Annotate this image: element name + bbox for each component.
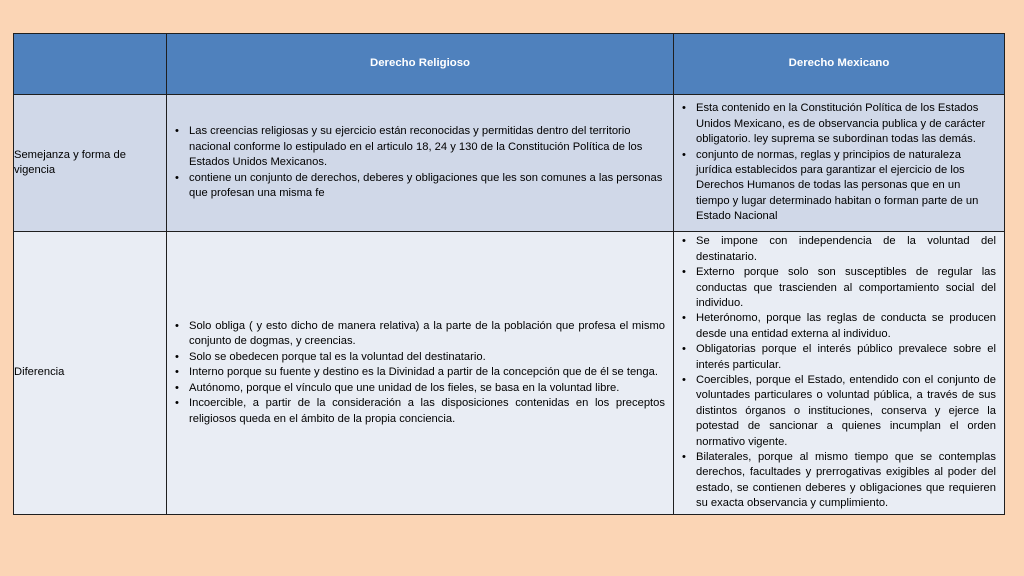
cell-diferencia-religioso <box>167 232 674 515</box>
header-derecho-mexicano: Derecho Mexicano <box>674 34 1005 95</box>
list-item: • conjunto de normas, reglas y principios de naturaleza jurídica establecidos para garantizar el ejercicio de los Derechos Humanos de todas las personas que en un tiempo y lugar determinado habitan o forman parte de un Estado Nacional <box>696 148 996 225</box>
list-item: • Solo se obedecen porque tal es la voluntad del destinatario. <box>189 350 665 365</box>
list-item: • Solo obliga ( y esto dicho de manera relativa) a la parte de la población que profesa el mismo conjunto de dogmas, y creencias. <box>189 319 665 350</box>
list-item: • Interno porque su fuente y destino es la Divinidad a partir de la concepción que de él se tenga. <box>189 365 665 380</box>
list-item: • Coercibles, porque el Estado, entendido con el conjunto de voluntades particulares o voluntad pública, a través de sus distintos órganos o instituciones, conserva y ejerce la potestad de sancionar a quienes incumplan el orden normativo vigente. <box>696 373 996 450</box>
list-item: • Bilaterales, porque al mismo tiempo que se contemplas derechos, facultades y prerrogativas exigibles al poder del estado, se contienen deberes y obligaciones que requieren su exacta observancia y cumplimiento. <box>696 450 996 512</box>
list-item: • Se impone con independencia de la voluntad del destinatario. <box>696 234 996 265</box>
list-item: • Heterónomo, porque las reglas de conducta se producen desde una entidad externa al individuo. <box>696 311 996 342</box>
header-corner <box>14 34 167 95</box>
list-item: • Externo porque solo son susceptibles de regular las conductas que trascienden al comportamiento social del individuo. <box>696 265 996 311</box>
bullet-list <box>674 101 1004 224</box>
header-row <box>14 34 1005 95</box>
cell-semejanza-religioso <box>167 95 674 232</box>
row-label-semejanza: Semejanza y forma de vigencia <box>14 95 167 232</box>
cell-semejanza-mexicano <box>674 95 1005 232</box>
header-derecho-religioso: Derecho Religioso <box>167 34 674 95</box>
bullet-list <box>167 124 673 201</box>
table-row-semejanza <box>14 95 1005 232</box>
list-item: • Autónomo, porque el vínculo que une unidad de los fieles, se basa en la voluntad libre. <box>189 381 665 396</box>
table-row-diferencia <box>14 232 1005 515</box>
list-item: • Obligatorias porque el interés público prevalece sobre el interés particular. <box>696 342 996 373</box>
list-item: • contiene un conjunto de derechos, deberes y obligaciones que les son comunes a las personas que profesan una misma fe <box>189 171 665 202</box>
row-label-diferencia: Diferencia <box>14 232 167 515</box>
bullet-list <box>674 234 1004 511</box>
list-item: • Incoercible, a partir de la consideración a las disposiciones contenidas en los preceptos religiosos queda en el ámbito de la propia conciencia. <box>189 396 665 427</box>
comparison-table <box>13 33 1005 515</box>
cell-diferencia-mexicano <box>674 232 1005 515</box>
list-item: • Las creencias religiosas y su ejercicio están reconocidas y permitidas dentro del territorio nacional conforme lo estipulado en el articulo 18, 24 y 130 de la Constitución Política de los Estados Unidos Mexicanos. <box>189 124 665 170</box>
bullet-list <box>167 319 673 427</box>
list-item: • Esta contenido en la Constitución Política de los Estados Unidos Mexicano, es de observancia publica y de carácter obligatorio. ley suprema se subordinan todas las demás. <box>696 101 996 147</box>
